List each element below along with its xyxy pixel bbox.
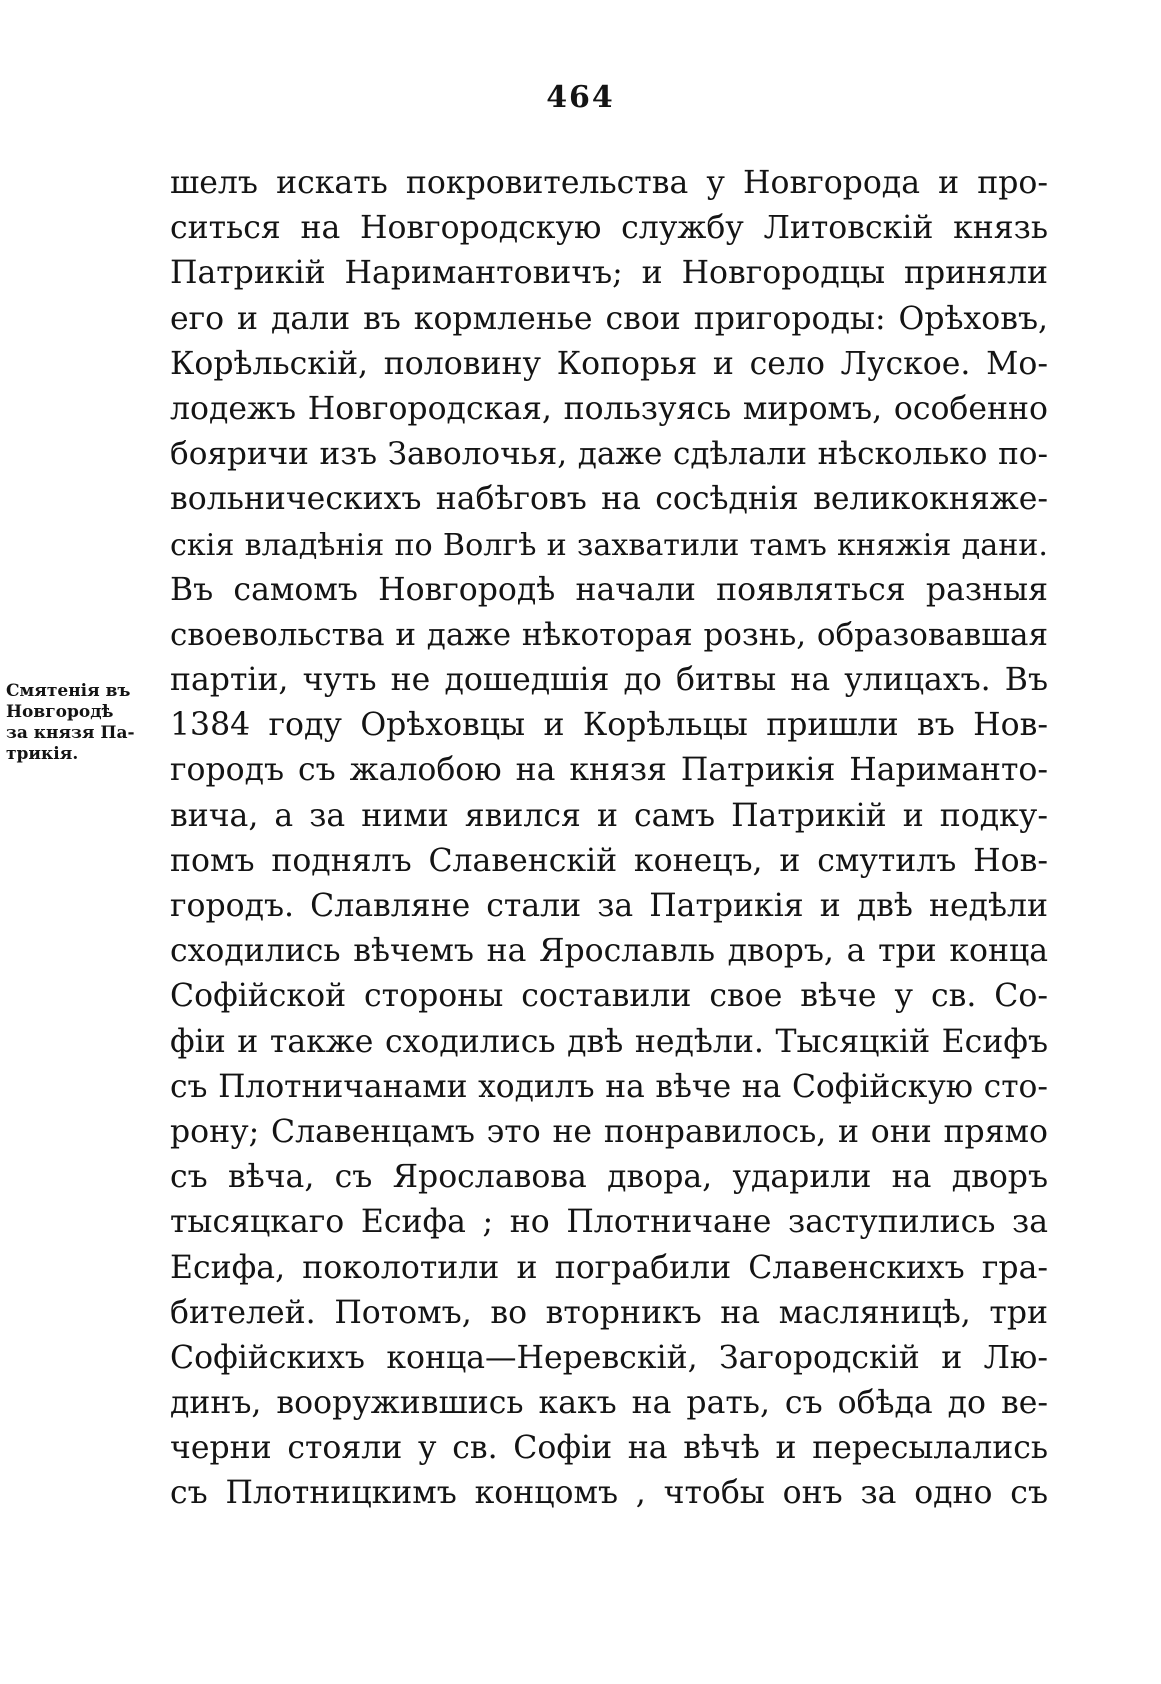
text-line: бояричи изъ Заволочья, даже сдѣлали нѣсколько по- [170,436,1048,473]
margin-note [6,681,166,765]
text-line: 1384 году Орѣховцы и Корѣльцы пришли въ Нов- [170,707,1048,744]
text-line: помъ поднялъ Славенскій конецъ, и смутилъ Нов- [170,842,1048,879]
text-line: черни стояли у св. Софіи на вѣчѣ и пересылались [170,1430,1048,1467]
text-line: ситься на Новгородскую службу Литовскій князь [170,210,1048,247]
text-line: Патрикій Наримантовичъ; и Новгородцы приняли [170,255,1048,292]
text-line: Есифа, поколотили и пограбили Славенскихъ гра- [170,1249,1048,1286]
text-line: вольническихъ набѣговъ на сосѣднія великокняже- [170,481,1048,518]
text-line: его и дали въ кормленье свои пригороды: Орѣховъ, [170,300,1048,337]
text-line: Въ самомъ Новгородѣ начали появляться разныя [170,571,1048,608]
text-line: своевольства и даже нѣкоторая рознь, образовавшая [170,616,1048,653]
text-line: фіи и также сходились двѣ недѣли. Тысяцкій Есифъ [170,1023,1048,1060]
text-line: шелъ искать покровительства у Новгорода и про- [170,165,1048,201]
margin-note-line: за князя Па- [6,723,135,743]
text-line: бителей. Потомъ, во вторникъ на масляницѣ, три [170,1294,1048,1331]
text-line: Софійской стороны составили свое вѣче у св. Со- [170,978,1048,1015]
text-line: сходились вѣчемъ на Ярославль дворъ, а три конца [170,933,1048,970]
margin-note-line: трикія. [6,744,79,764]
margin-note-line: Новгородѣ [6,702,114,722]
margin-note-line: Смятенія въ [6,681,131,701]
text-line: динъ, вооружившись какъ на рать, съ обѣда до ве- [170,1385,1048,1422]
text-line: городъ. Славляне стали за Патрикія и двѣ недѣли [170,888,1048,924]
page-number: 464 [546,80,615,115]
text-line: тысяцкаго Есифа ; но Плотничане заступились за [170,1204,1048,1241]
text-line: скія владѣнія по Волгѣ и захватили тамъ княжія дани. [170,527,1048,563]
text-line: съ вѣча, съ Ярославова двора, ударили на дворъ [170,1159,1048,1196]
text-line: съ Плотницкимъ концомъ , чтобы онъ за одно съ [170,1475,1048,1512]
text-line: вича, а за ними явился и самъ Патрикій и подку- [170,797,1048,834]
text-line: рону; Славенцамъ это не понравилось, и они прямо [170,1113,1048,1150]
text-line: городъ съ жалобою на князя Патрикія Нариманто- [170,752,1048,789]
text-line: Корѣльскій, половину Копорья и село Лускoе. Мо- [170,345,1048,382]
body-text [170,161,1048,1517]
text-line: Софійскихъ конца—Неревскій, Загородскій и Лю- [170,1339,1048,1376]
text-line: лодежъ Новгородская, пользуясь миромъ, особенно [170,390,1048,427]
text-line: съ Плотничанами ходилъ на вѣче на Софійскую сто- [170,1068,1048,1105]
text-line: партіи, чуть не дошедшія до битвы на улицахъ. Въ [170,662,1048,699]
